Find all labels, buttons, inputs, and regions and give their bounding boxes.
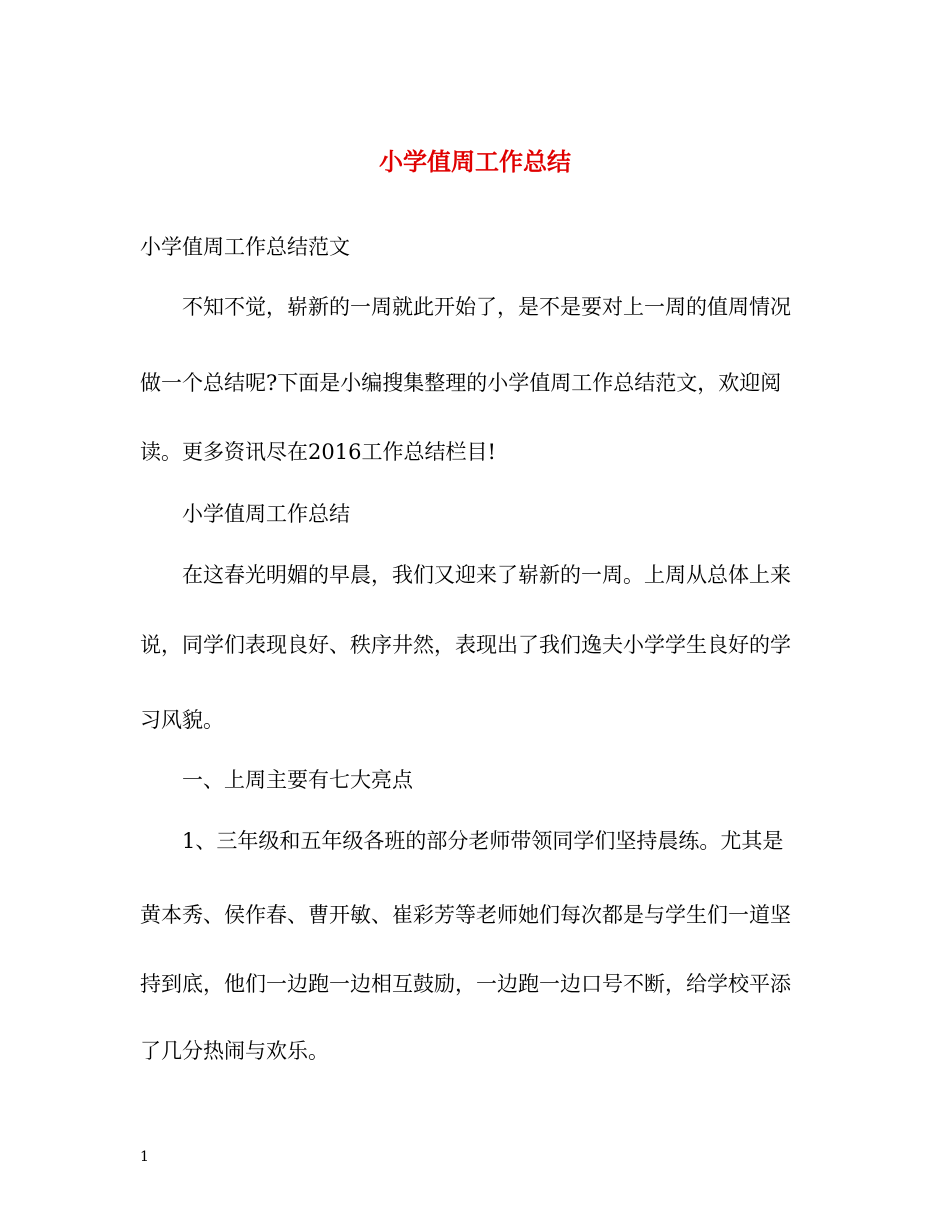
paragraph-line: 了几分热闹与欢乐。 xyxy=(140,1039,329,1063)
paragraph-line: 读。更多资讯尽在2016工作总结栏目! xyxy=(140,440,496,464)
paragraph-line: 做一个总结呢?下面是小编搜集整理的小学值周工作总结范文，欢迎阅 xyxy=(140,371,782,395)
paragraph-line: 持到底，他们一边跑一边相互鼓励，一边跑一边口号不断，给学校平添 xyxy=(140,972,791,996)
document-title: 小学值周工作总结 xyxy=(379,147,571,176)
paragraph-line: 1、三年级和五年级各班的部分老师带领同学们坚持晨练。尤其是 xyxy=(182,829,784,853)
section-heading: 一、上周主要有七大亮点 xyxy=(182,768,413,792)
paragraph-line: 黄本秀、侯作春、曹开敏、崔彩芳等老师她们每次都是与学生们一道坚 xyxy=(140,903,791,927)
page-number: 1 xyxy=(140,1149,149,1165)
document-subtitle: 小学值周工作总结范文 xyxy=(140,235,350,259)
paragraph-line: 习风貌。 xyxy=(140,708,224,732)
paragraph-line: 不知不觉，崭新的一周就此开始了，是不是要对上一周的值周情况 xyxy=(182,295,791,319)
section-heading: 小学值周工作总结 xyxy=(182,502,350,526)
paragraph-line: 说，同学们表现良好、秩序井然，表现出了我们逸夫小学学生良好的学 xyxy=(140,633,791,657)
paragraph-line: 在这春光明媚的早晨，我们又迎来了崭新的一周。上周从总体上来 xyxy=(182,563,791,587)
